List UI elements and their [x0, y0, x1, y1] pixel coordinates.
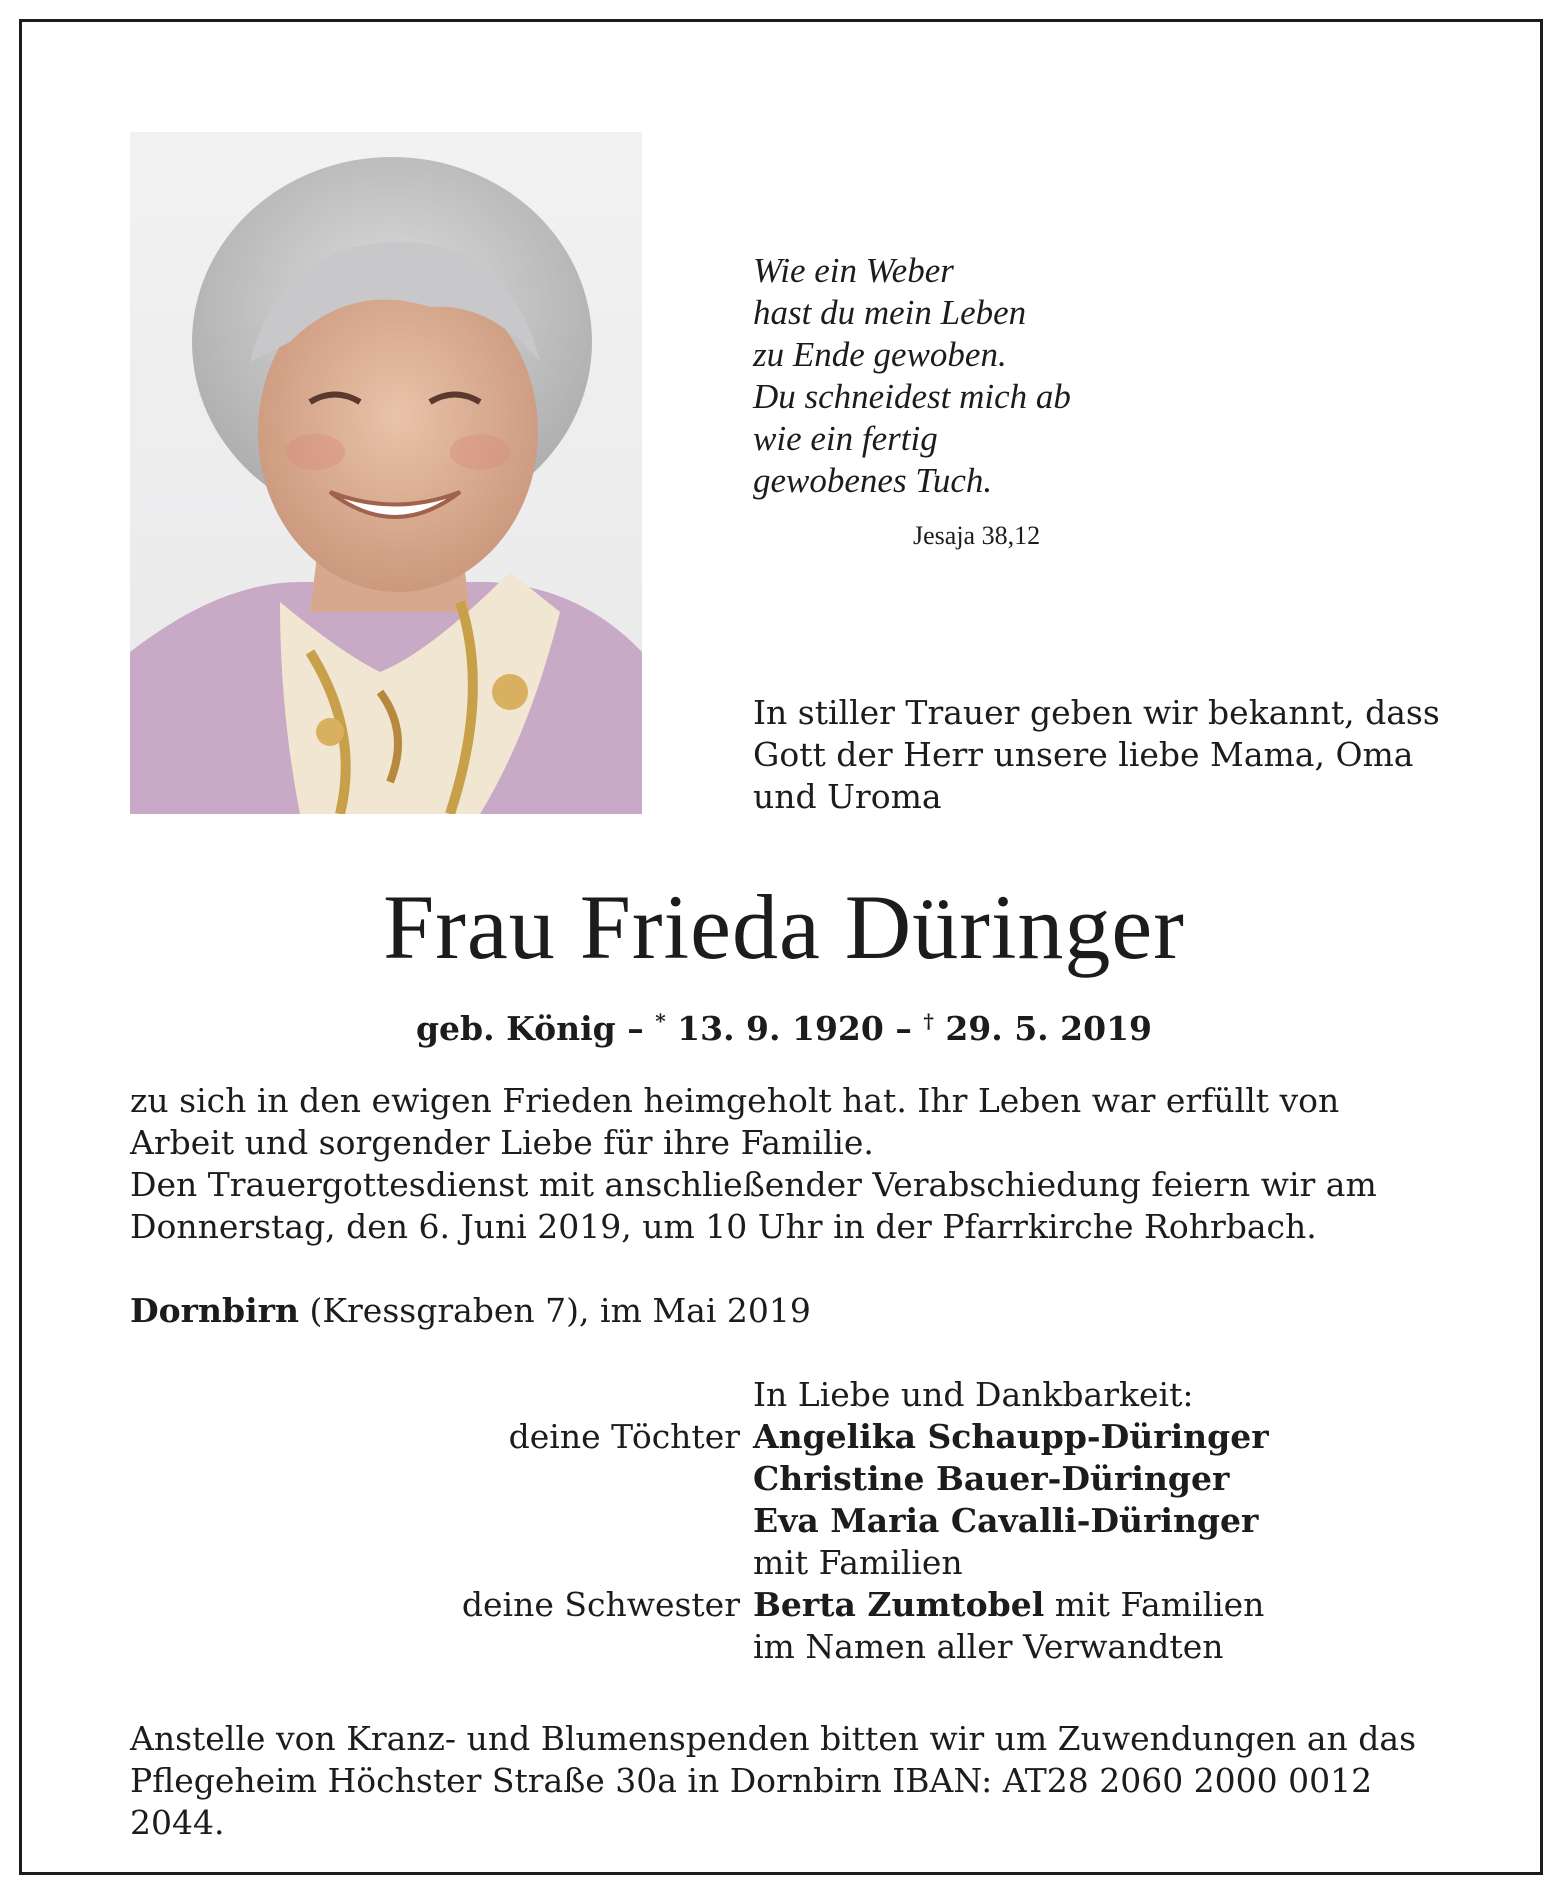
- separator: –: [627, 1009, 644, 1048]
- announcement-intro: [753, 692, 1453, 818]
- life-dates: [0, 1000, 1568, 1050]
- separator: –: [895, 1009, 912, 1048]
- quote-line: hast du mein Leben: [753, 293, 1027, 332]
- death-symbol: †: [923, 1009, 934, 1033]
- quote-line: gewobenes Tuch.: [753, 461, 993, 500]
- birth-symbol: *: [655, 1009, 666, 1033]
- sister-name: Berta Zumtobel: [753, 1585, 1045, 1624]
- sister-row: [753, 1584, 1264, 1626]
- footer-line: 2044.: [130, 1803, 225, 1842]
- sister-label: deine Schwester: [461, 1585, 740, 1624]
- body-line: Arbeit und sorgender Liebe für ihre Familie.: [130, 1123, 874, 1162]
- footer-line: Anstelle von Kranz- und Blumenspenden bitten wir um Zuwendungen an das: [130, 1719, 1417, 1758]
- birth-date: 13. 9. 1920: [677, 1009, 884, 1048]
- daughter-name: Eva Maria Cavalli-Düringer: [753, 1501, 1259, 1540]
- quote-reference: Jesaja 38,12: [913, 521, 1041, 550]
- daughter-name-row: [753, 1458, 1229, 1500]
- intro-line: Gott der Herr unsere liebe Mama, Oma: [753, 735, 1414, 774]
- daughters-label: deine Töchter: [508, 1417, 740, 1456]
- deceased-name: Frau Frieda Düringer: [383, 876, 1185, 978]
- donation-note: [130, 1718, 1436, 1844]
- sister-suffix: mit Familien: [1054, 1585, 1265, 1624]
- quote-line: Du schneidest mich ab: [753, 377, 1071, 416]
- daughters-suffix: mit Familien: [753, 1543, 963, 1582]
- death-date: 29. 5. 2019: [945, 1009, 1152, 1048]
- body-line: zu sich in den ewigen Frieden heimgeholt hat. Ihr Leben war erfüllt von: [130, 1081, 1340, 1120]
- birth-name: geb. König: [415, 1009, 616, 1048]
- signature-heading: In Liebe und Dankbarkeit:: [753, 1375, 1194, 1414]
- place-detail: (Kressgraben 7), im Mai 2019: [309, 1291, 811, 1330]
- signature-closing: im Namen aller Verwandten: [753, 1627, 1224, 1666]
- daughter-name-row: [753, 1416, 1269, 1458]
- quote-line: Wie ein Weber: [753, 251, 954, 290]
- quote-line: zu Ende gewoben.: [753, 335, 1007, 374]
- quote-line: wie ein fertig: [753, 419, 938, 458]
- portrait-photo: [130, 132, 642, 814]
- body-paragraph-2: [130, 1164, 1436, 1248]
- daughter-name: Christine Bauer-Düringer: [753, 1459, 1230, 1498]
- footer-line: Pflegeheim Höchster Straße 30a in Dornbirn IBAN: AT28 2060 2000 0012: [130, 1761, 1373, 1800]
- place-city: Dornbirn: [130, 1291, 299, 1330]
- body-line: Donnerstag, den 6. Juni 2019, um 10 Uhr in der Pfarrkirche Rohrbach.: [130, 1207, 1317, 1246]
- daughter-name-row: [753, 1500, 1258, 1542]
- body-line: Den Trauergottesdienst mit anschließender Verabschiedung feiern wir am: [130, 1165, 1377, 1204]
- bible-quote: [753, 250, 1313, 502]
- intro-line: und Uroma: [753, 777, 942, 816]
- daughter-name: Angelika Schaupp-Düringer: [753, 1417, 1269, 1456]
- place-date-line: [130, 1290, 811, 1332]
- body-paragraph-1: [130, 1080, 1436, 1164]
- intro-line: In stiller Trauer geben wir bekannt, dass: [753, 693, 1440, 732]
